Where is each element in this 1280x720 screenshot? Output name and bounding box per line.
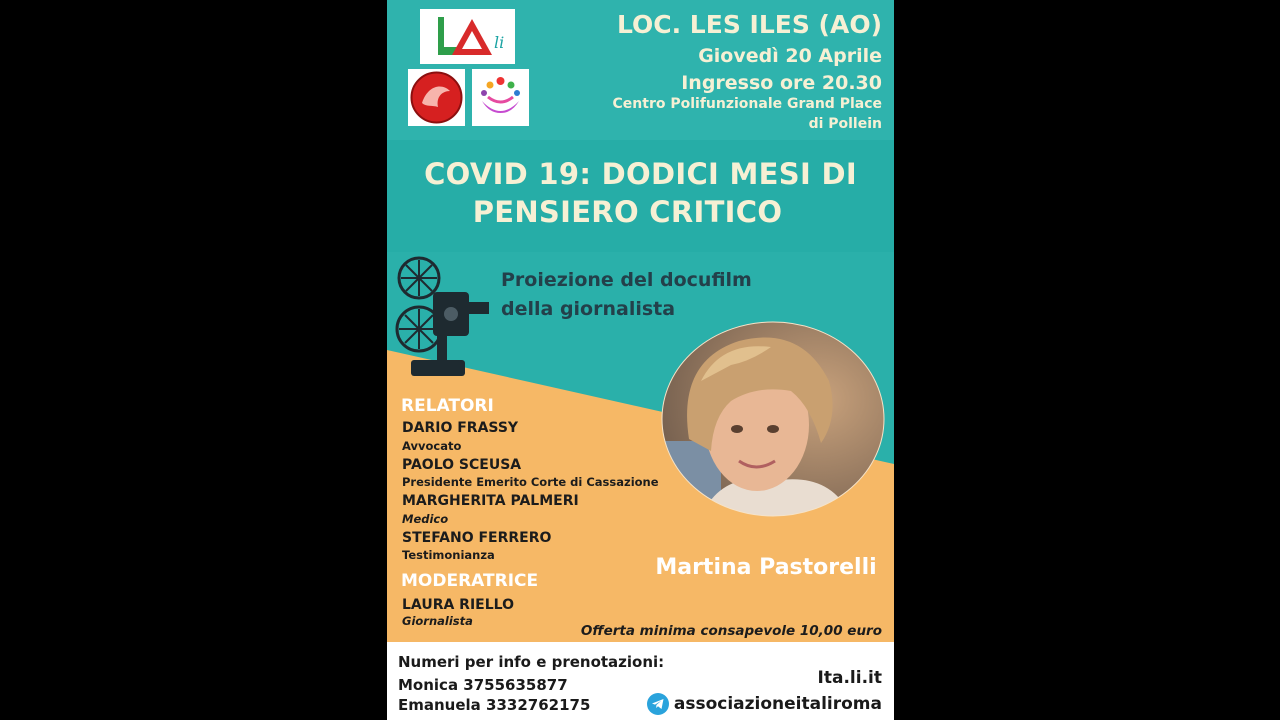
speaker-role: Medico (402, 512, 449, 526)
event-title-line1: COVID 19: DODICI MESI DI (424, 157, 857, 191)
contacts-heading: Numeri per info e prenotazioni: (398, 653, 665, 671)
moderator-role: Giornalista (402, 614, 473, 628)
speakers-heading: RELATORI (401, 396, 494, 416)
projection-text (501, 266, 752, 324)
speaker-role: Testimonianza (402, 548, 495, 562)
red-seal-icon (408, 69, 465, 126)
moderator-name: LAURA RIELLO (402, 597, 514, 613)
event-poster (387, 0, 894, 720)
itali-logo-suffix: li (494, 33, 505, 52)
event-venue: Centro Polifunzionale Grand Place (612, 96, 882, 112)
event-title-line2: PENSIERO CRITICO (472, 195, 783, 229)
film-projector-icon (393, 254, 493, 382)
itali-logo (420, 9, 515, 64)
journalist-name: Martina Pastorelli (655, 555, 877, 580)
event-venue-city: di Pollein (808, 116, 882, 132)
website-link[interactable]: Ita.li.it (817, 668, 882, 688)
association-logo (472, 69, 529, 126)
speaker-role: Avvocato (402, 439, 462, 453)
moderator-heading: MODERATRICE (401, 571, 539, 591)
telegram-icon (647, 693, 669, 715)
projection-line2: della giornalista (501, 298, 676, 320)
speaker-name: STEFANO FERRERO (402, 530, 552, 546)
journalist-portrait (661, 321, 885, 517)
event-date: Giovedì 20 Aprile (698, 45, 882, 67)
contact-emanuela: Emanuela 3332762175 (398, 696, 591, 714)
minimum-offer: Offerta minima consapevole 10,00 euro (580, 623, 882, 639)
contact-monica: Monica 3755635877 (398, 676, 568, 694)
telegram-handle: associazioneitaliroma (673, 694, 882, 714)
projection-line1: Proiezione del docufilm (501, 269, 752, 291)
event-location: LOC. LES ILES (AO) (616, 10, 882, 39)
speaker-name: PAOLO SCEUSA (402, 457, 522, 473)
event-entry-time: Ingresso ore 20.30 (681, 72, 882, 94)
telegram-link[interactable] (647, 692, 882, 716)
speaker-name: DARIO FRASSY (402, 420, 519, 436)
speaker-role: Presidente Emerito Corte di Cassazione (402, 475, 659, 489)
committee-logo (408, 69, 465, 126)
hands-people-icon (472, 69, 529, 126)
speaker-name: MARGHERITA PALMERI (402, 493, 579, 509)
